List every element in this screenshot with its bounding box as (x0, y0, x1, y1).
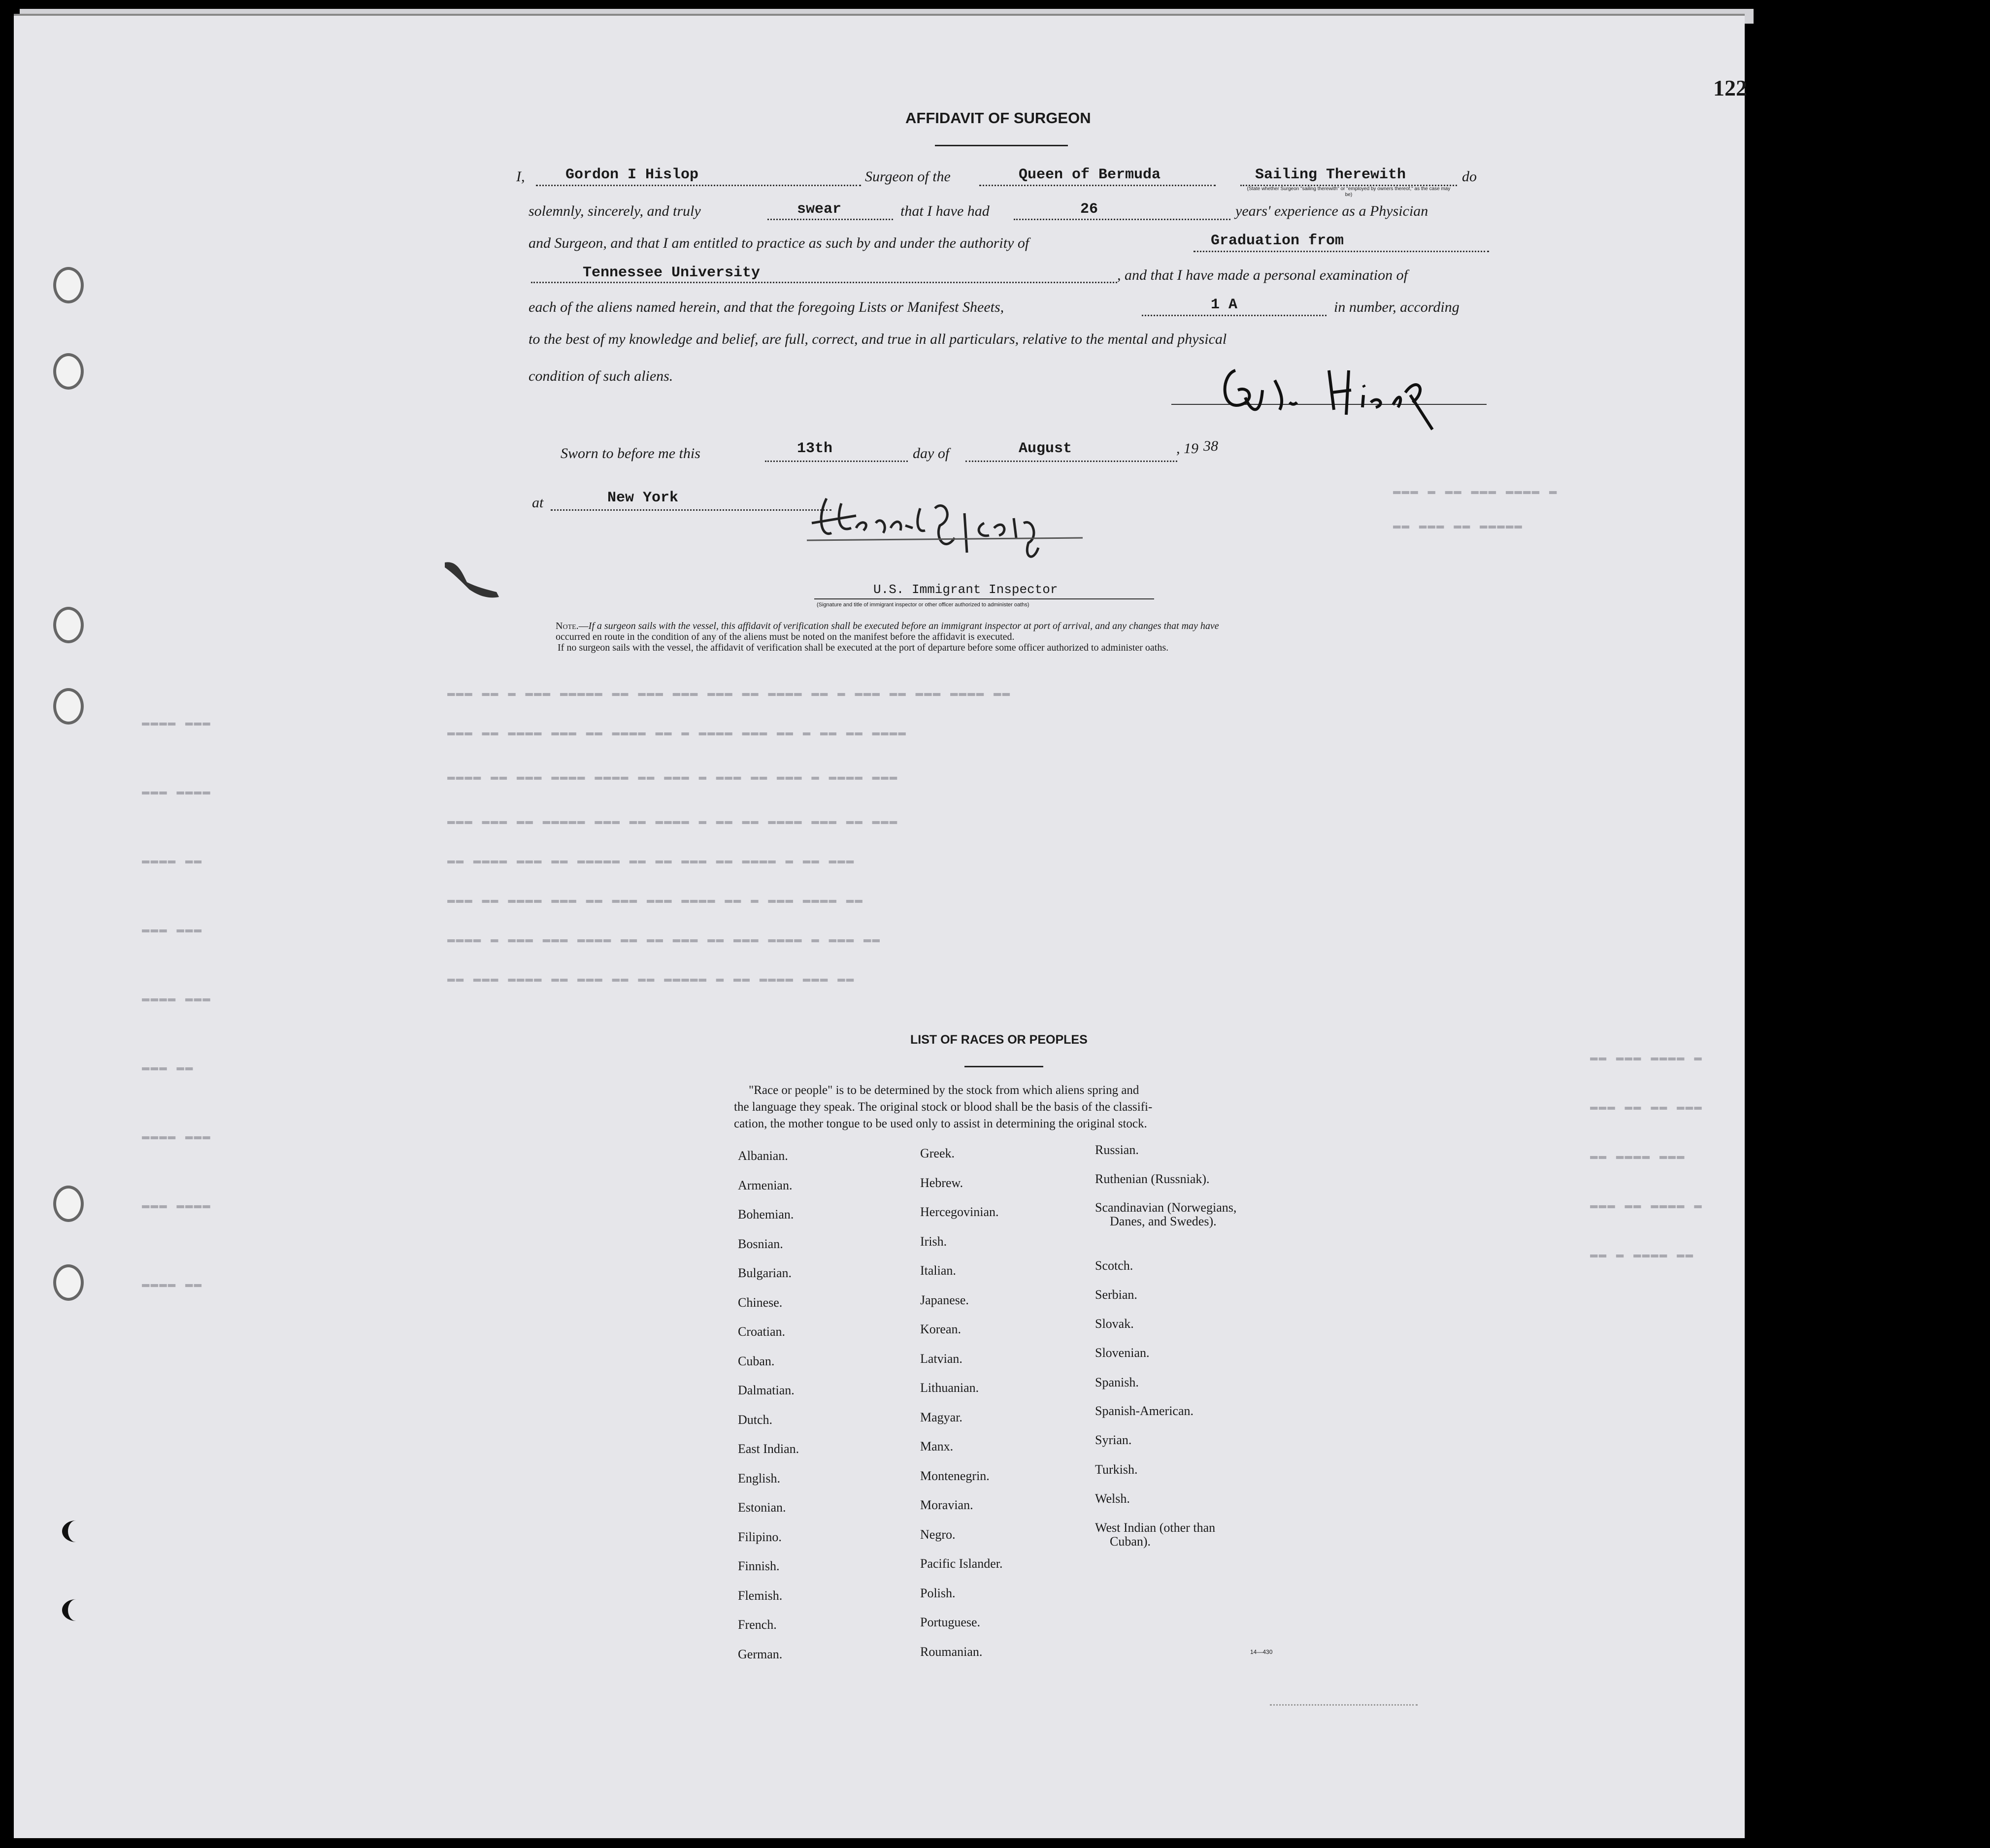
blank-line (765, 461, 908, 462)
text-do: do (1462, 168, 1477, 185)
officer-title: U.S. Immigrant Inspector (873, 582, 1058, 597)
race-entry: Finnish. (738, 1559, 780, 1573)
sworn-day: 13th (797, 440, 833, 457)
blank-line (979, 185, 1216, 186)
bleed-through-row: ▬▬▬ ▬▬ ▬▬▬▬ ▬▬▬ ▬▬ ▬▬▬▬ ▬▬ ▬ ▬▬▬▬ ▬▬▬ ▬▬ ▬ ▬▬ ▬▬ ▬▬▬▬ (447, 725, 907, 740)
race-entry: Cuban. (738, 1354, 775, 1368)
text-years-experience: years' experience as a Physician (1235, 203, 1428, 219)
race-entry: Spanish. (1095, 1375, 1139, 1389)
race-entry: Flemish. (738, 1588, 783, 1603)
race-entry: Polish. (920, 1586, 956, 1600)
race-entry: Serbian. (1095, 1287, 1137, 1302)
text-personal-exam: , and that I have made a personal examination of (1117, 267, 1408, 283)
race-entry: Scandinavian (Norwegians, (1095, 1200, 1237, 1215)
race-entry: Japanese. (920, 1293, 969, 1307)
race-entry: West Indian (other than (1095, 1520, 1216, 1535)
race-entry: Portuguese. (920, 1615, 981, 1629)
text-in-number: in number, according (1334, 299, 1459, 315)
title-rule (935, 145, 1068, 146)
race-entry: Danes, and Swedes). (1110, 1214, 1217, 1228)
bleed-through-row: ▬▬ ▬▬▬▬ ▬▬▬ (1590, 1149, 1686, 1163)
blank-line (1194, 251, 1489, 252)
bleed-through-column: ▬▬▬▬ ▬▬▬ (142, 715, 211, 730)
race-entry: Spanish-American. (1095, 1404, 1194, 1418)
binder-hole (53, 1186, 84, 1222)
sworn-month: August (1019, 440, 1072, 457)
text-and-surgeon: and Surgeon, and that I am entitled to practice as such by and under the authority of (529, 235, 1029, 251)
binder-hole (53, 688, 84, 725)
race-entry: Roumanian. (920, 1645, 983, 1659)
sailing-note: (State whether Surgeon "sailing therewith" or "employed by owners thereof," as the case may be) (1247, 186, 1451, 198)
bleed-through-column: ▬▬▬ ▬▬▬▬ (142, 784, 211, 799)
race-entry: Slovak. (1095, 1317, 1134, 1331)
bleed-through-column: ▬▬▬▬ ▬▬ (142, 853, 203, 868)
text-i: I, (516, 168, 525, 185)
race-entry: Hercegovinian. (920, 1205, 999, 1219)
bleed-through-row: ▬▬ ▬▬▬ ▬▬ ▬▬▬▬▬ (1393, 518, 1524, 533)
race-entry: Korean. (920, 1322, 962, 1336)
years-experience: 26 (1080, 201, 1098, 218)
binder-hole (53, 353, 84, 390)
bleed-through-column: ▬▬▬ ▬▬▬▬ (142, 1198, 211, 1213)
surgeon-name: Gordon I Hislop (565, 166, 699, 183)
bleed-through-column: ▬▬▬ ▬▬ (142, 1060, 194, 1075)
race-entry: Pacific Islander. (920, 1556, 1003, 1571)
races-title: LIST OF RACES OR PEOPLES (910, 1033, 1088, 1047)
text-day-of: day of (913, 445, 950, 462)
race-entry: Latvian. (920, 1352, 962, 1366)
oath-word: swear (797, 201, 842, 218)
race-entry: Italian. (920, 1263, 956, 1278)
officer-signature-line (814, 598, 1154, 599)
ink-blot (442, 553, 506, 607)
binder-hole (62, 1599, 90, 1621)
race-entry: Filipino. (738, 1530, 782, 1544)
note-line-2: occurred en route in the condition of any of the aliens must be noted on the manifest before the affidavit is executed. (556, 631, 1015, 642)
race-entry: Ruthenian (Russniak). (1095, 1172, 1210, 1186)
binder-hole (53, 1264, 84, 1301)
note-label: Note.— (556, 621, 589, 631)
race-entry: Welsh. (1095, 1491, 1130, 1506)
race-entry: Syrian. (1095, 1433, 1132, 1447)
races-intro-line: "Race or people" is to be determined by the stock from which aliens spring and (749, 1084, 1139, 1097)
race-entry: Armenian. (738, 1178, 793, 1192)
bleed-through-row: ▬▬ ▬▬▬▬ ▬▬▬ ▬▬ ▬▬▬▬▬ ▬▬ ▬▬ ▬▬▬ ▬▬ ▬▬▬▬ ▬ ▬▬ ▬▬▬ (447, 853, 855, 868)
race-entry: Albanian. (738, 1149, 788, 1163)
surgeon-signature (1216, 356, 1442, 434)
race-entry: Turkish. (1095, 1462, 1138, 1477)
race-entry: German. (738, 1647, 783, 1661)
text-that-i-have-had: that I have had (900, 203, 990, 219)
text-each-aliens: each of the aliens named herein, and that the foregoing Lists or Manifest Sheets, (529, 299, 1004, 315)
race-entry: East Indian. (738, 1442, 799, 1456)
bleed-through-row: ▬▬ ▬ ▬▬▬▬ ▬▬ (1590, 1247, 1694, 1262)
blank-line (965, 461, 1177, 462)
race-entry: Estonian. (738, 1500, 786, 1515)
races-intro-line: cation, the mother tongue to be used only to assist in determining the original stock. (734, 1117, 1147, 1130)
sworn-place: New York (607, 490, 679, 506)
race-entry: Lithuanian. (920, 1381, 979, 1395)
race-entry: Scotch. (1095, 1258, 1133, 1273)
race-entry: English. (738, 1471, 780, 1485)
text-surgeon-of-the: Surgeon of the (865, 168, 951, 185)
race-entry: Bohemian. (738, 1207, 794, 1221)
bleed-through-column: ▬▬▬▬ ▬▬▬ (142, 991, 211, 1006)
officer-signature (797, 489, 1093, 567)
bleed-through-row: ▬▬▬ ▬ ▬▬ ▬▬▬ ▬▬▬▬ ▬ (1393, 484, 1558, 498)
blank-line (536, 185, 861, 186)
race-entry: Hebrew. (920, 1176, 963, 1190)
officer-caption: (Signature and title of immigrant inspector or other officer authorized to administer oaths) (817, 602, 1029, 608)
affidavit-title: AFFIDAVIT OF SURGEON (905, 109, 1091, 127)
dotted-rule (1270, 1704, 1418, 1706)
race-entry: Chinese. (738, 1295, 783, 1310)
bleed-through-row: ▬▬▬▬ ▬▬ ▬▬▬ ▬▬▬▬ ▬▬▬▬ ▬▬ ▬▬▬ ▬ ▬▬▬ ▬▬ ▬▬▬ ▬ ▬▬▬▬ ▬▬▬ (447, 769, 898, 784)
race-entry: Dutch. (738, 1413, 773, 1427)
bleed-through-column: ▬▬▬▬ ▬▬ (142, 1277, 203, 1291)
bleed-through-row: ▬▬▬ ▬▬▬ ▬▬ ▬▬▬▬▬ ▬▬▬ ▬▬ ▬▬▬▬ ▬ ▬▬ ▬▬ ▬▬▬▬ ▬▬▬ ▬▬ ▬▬▬ (447, 814, 898, 828)
bleed-through-row: ▬▬ ▬▬▬ ▬▬▬▬ ▬▬ ▬▬▬ ▬▬ ▬▬ ▬▬▬▬▬ ▬ ▬▬ ▬▬▬▬ ▬▬▬ ▬▬ (447, 971, 855, 986)
bleed-through-row: ▬▬▬ ▬▬ ▬▬▬▬ ▬▬▬ ▬▬ ▬▬▬ ▬▬▬ ▬▬▬▬ ▬▬ ▬ ▬▬▬ ▬▬▬▬ ▬▬ (447, 892, 863, 907)
race-entry: French. (738, 1617, 777, 1632)
bleed-through-row: ▬▬▬ ▬▬ ▬▬▬▬ ▬ (1590, 1198, 1703, 1213)
race-entry: Moravian. (920, 1498, 973, 1512)
race-entry: Bulgarian. (738, 1266, 792, 1280)
note-line-3: If no surgeon sails with the vessel, the affidavit of verification shall be executed at the port of departure before some officer authorized to administer oaths. (558, 642, 1169, 653)
race-entry: Greek. (920, 1146, 955, 1160)
page-number: 122 (1713, 75, 1747, 100)
sheets-count: 1 A (1211, 297, 1238, 313)
races-intro-line: the language they speak. The original stock or blood shall be the basis of the classifi- (734, 1100, 1153, 1114)
blank-line (1142, 315, 1327, 316)
sworn-year: 38 (1203, 438, 1218, 454)
ship-name: Queen of Bermuda (1019, 166, 1161, 183)
bleed-through-row: ▬▬▬ ▬▬ ▬▬ ▬▬▬ (1590, 1099, 1703, 1114)
text-year-prefix: , 19 (1176, 440, 1198, 457)
race-entry: Croatian. (738, 1324, 786, 1339)
bleed-through-column: ▬▬▬ ▬▬▬ (142, 922, 203, 937)
text-best-knowledge: to the best of my knowledge and belief, are full, correct, and true in all particulars, relative to the mental and physical (529, 331, 1227, 347)
text-at: at (532, 495, 544, 511)
text-condition: condition of such aliens. (529, 368, 673, 384)
race-entry: Cuban). (1110, 1534, 1151, 1549)
sailing-status: Sailing Therewith (1255, 166, 1406, 183)
authority-line2: Tennessee University (583, 264, 761, 281)
race-entry: Slovenian. (1095, 1346, 1150, 1360)
bleed-through-row: ▬▬ ▬▬▬ ▬▬▬▬ ▬ (1590, 1050, 1703, 1065)
race-entry: Bosnian. (738, 1237, 783, 1251)
race-entry: Irish. (920, 1234, 947, 1249)
races-intro (734, 1082, 1325, 1132)
form-number: 14—430 (1250, 1649, 1273, 1655)
text-solemnly: solemnly, sincerely, and truly (529, 203, 701, 219)
blank-line (531, 282, 1117, 283)
binder-hole (53, 607, 84, 643)
note-line-1: Note.—If a surgeon sails with the vessel, this affidavit of verification shall be executed before an immigrant inspector at port of arrival, and any changes that may have (556, 621, 1219, 631)
bleed-through-row: ▬▬▬ ▬▬ ▬ ▬▬▬ ▬▬▬▬▬ ▬▬ ▬▬▬ ▬▬▬ ▬▬▬ ▬▬ ▬▬▬▬ ▬▬ ▬ ▬▬▬ ▬▬ ▬▬▬ ▬▬▬▬ ▬▬ (447, 686, 1011, 700)
manifest-page (14, 14, 1745, 1838)
race-entry: Manx. (920, 1439, 954, 1453)
text-sworn: Sworn to before me this (561, 445, 700, 462)
race-entry: Montenegrin. (920, 1469, 990, 1483)
race-entry: Negro. (920, 1527, 956, 1542)
race-entry: Magyar. (920, 1410, 962, 1424)
bleed-through-column: ▬▬▬▬ ▬▬▬ (142, 1129, 211, 1144)
blank-line (551, 509, 831, 511)
races-title-rule (964, 1066, 1043, 1067)
binder-hole (53, 267, 84, 303)
blank-line (767, 219, 893, 220)
binder-hole (62, 1520, 90, 1542)
authority-line1: Graduation from (1211, 232, 1344, 249)
blank-line (1014, 219, 1230, 220)
note-block (556, 621, 1492, 653)
race-entry: Dalmatian. (738, 1383, 795, 1397)
bleed-through-row: ▬▬▬▬ ▬ ▬▬▬ ▬▬▬ ▬▬▬▬ ▬▬ ▬▬ ▬▬▬ ▬▬ ▬▬▬ ▬▬▬▬ ▬ ▬▬▬ ▬▬ (447, 932, 881, 947)
race-entry: Russian. (1095, 1143, 1139, 1157)
